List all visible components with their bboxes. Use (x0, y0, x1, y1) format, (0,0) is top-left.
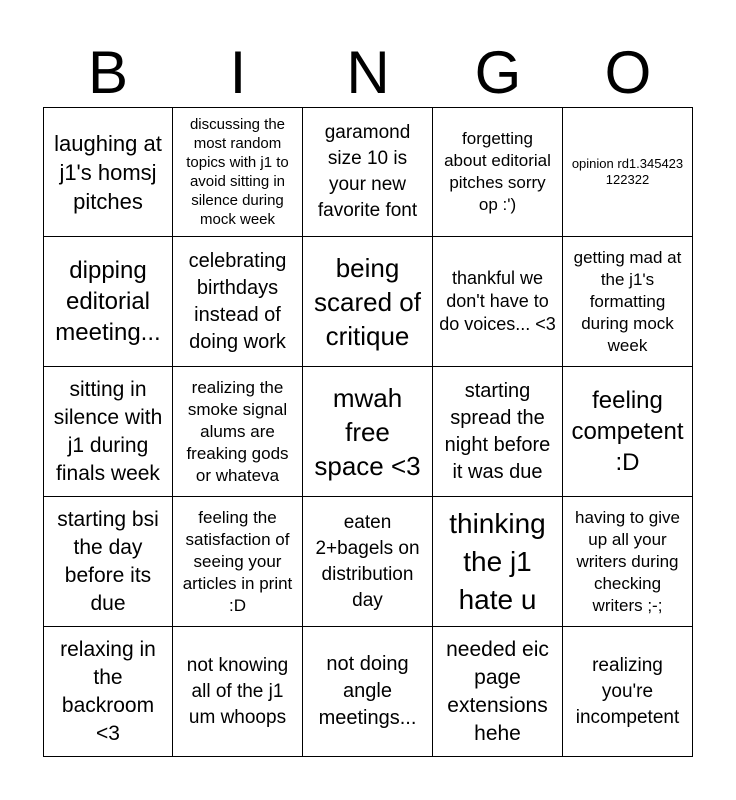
cell-text: relaxing in the backroom <3 (60, 637, 156, 745)
cell-text: garamond size 10 is your new favorite font (317, 122, 418, 221)
header-letter-o: O (604, 39, 652, 106)
bingo-cell[interactable] (433, 367, 563, 497)
cell-text: dipping editorial meeting... (55, 257, 161, 346)
cell-text: being scared of critique (314, 252, 421, 351)
bingo-cell[interactable] (173, 237, 303, 367)
bingo-cell[interactable] (43, 237, 173, 367)
cell-text: needed eic page extensions hehe (446, 637, 549, 745)
bingo-cell[interactable] (43, 497, 173, 627)
cell-text: realizing the smoke signal alums are freaking gods or whateva (186, 377, 289, 485)
header-letter-n: N (346, 39, 390, 106)
bingo-cell[interactable] (303, 237, 433, 367)
bingo-cell[interactable] (433, 497, 563, 627)
bingo-cell[interactable] (303, 367, 433, 497)
cell-text: laughing at j1's homsj pitches (54, 130, 162, 214)
bingo-cell[interactable] (433, 237, 563, 367)
header-letter-b: B (87, 39, 129, 106)
bingo-cell[interactable] (563, 627, 693, 757)
bingo-cell[interactable] (43, 627, 173, 757)
cell-text: forgetting about editorial pitches sorry op :') (444, 129, 551, 214)
cell-text: thankful we don't have to do voices... <3 (439, 268, 556, 334)
bingo-cell[interactable] (173, 367, 303, 497)
bingo-cell[interactable] (433, 107, 563, 237)
cell-text: not knowing all of the j1 um whoops (186, 654, 289, 728)
cell-text: thinking the j1 hate u (449, 507, 546, 615)
cell-text: opinion rd1.345423122322 (571, 156, 684, 187)
cell-text: discussing the most random topics with j1 to avoid sitting in silence during mock week (186, 116, 289, 228)
cell-text: feeling competent :D (571, 387, 684, 476)
cell-text: having to give up all your writers during checking writers ;-; (575, 507, 680, 615)
bingo-cell[interactable] (173, 497, 303, 627)
bingo-cell[interactable] (563, 107, 693, 237)
cell-text: feeling the satisfaction of seeing your articles in print :D (182, 507, 293, 615)
bingo-cell[interactable] (173, 627, 303, 757)
free-space-text: mwah free space <3 (314, 382, 421, 481)
bingo-cell[interactable] (563, 367, 693, 497)
cell-text: starting bsi the day before its due (57, 507, 159, 615)
bingo-header (43, 40, 693, 106)
cell-text: sitting in silence with j1 during finals week (53, 377, 163, 485)
cell-text: eaten 2+bagels on distribution day (315, 511, 420, 611)
bingo-cell[interactable] (303, 627, 433, 757)
bingo-cell[interactable] (303, 107, 433, 237)
cell-text: realizing you're incompetent (575, 654, 680, 728)
cell-text: starting spread the night before it was due (444, 379, 551, 483)
cell-text: getting mad at the j1's formatting during mock week (573, 247, 682, 355)
bingo-cell[interactable] (563, 237, 693, 367)
bingo-cell[interactable] (43, 107, 173, 237)
bingo-cell[interactable] (303, 497, 433, 627)
bingo-cell[interactable] (43, 367, 173, 497)
header-letter-i: I (229, 39, 247, 106)
bingo-cell[interactable] (433, 627, 563, 757)
bingo-board (43, 107, 693, 757)
bingo-cell[interactable] (173, 107, 303, 237)
header-letter-g: G (474, 39, 522, 106)
bingo-cell[interactable] (563, 497, 693, 627)
cell-text: celebrating birthdays instead of doing work (188, 249, 287, 353)
cell-text: not doing angle meetings... (318, 653, 417, 729)
